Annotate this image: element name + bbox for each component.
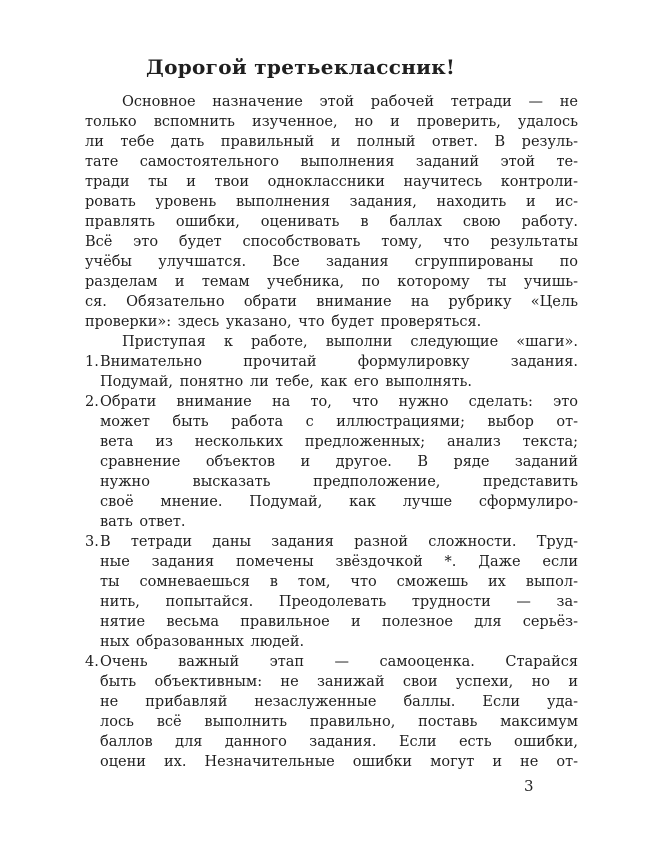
text-line: не прибавляй незаслуженные баллы. Если уда- — [100, 694, 578, 710]
text-line: ли тебе дать правильный и полный ответ. В резуль- — [85, 134, 578, 150]
text-line: оцени их. Незначительные ошибки могут и не от- — [100, 754, 578, 770]
text-line: ных образованных людей. — [100, 634, 305, 650]
list-item-2 — [85, 392, 578, 532]
text-line: учёбы улучшатся. Все задания сгруппированы по — [85, 254, 578, 270]
text-line: ровать уровень выполнения задания, находить и ис- — [85, 194, 578, 210]
text-line: ные задания помечены звёздочкой *. Даже если — [100, 554, 578, 570]
text-line: Подумай, понятно ли тебе, как его выполнять. — [100, 374, 473, 390]
page-number: 3 — [524, 777, 534, 795]
paragraph — [85, 92, 578, 332]
list-item-4 — [85, 652, 578, 772]
text-line: нужно высказать предположение, представить — [100, 474, 578, 490]
list-item-number: 4. — [85, 654, 99, 670]
text-line: тради ты и твои одноклассники научитесь контроли- — [85, 174, 578, 190]
text-line: Обрати внимание на то, что нужно сделать: это — [100, 394, 578, 410]
list-item-1 — [85, 352, 578, 392]
text-line: Основное назначение этой рабочей тетради — не — [122, 94, 578, 110]
text-line: только вспомнить изученное, но и проверить, удалось — [85, 114, 578, 130]
text-line: ся. Обязательно обрати внимание на рубрику «Цель — [85, 294, 578, 310]
text-line: Очень важный этап — самооценка. Старайся — [100, 654, 578, 670]
text-line: Всё это будет способствовать тому, что результаты — [85, 234, 578, 250]
text-line: разделам и темам учебника, по которому ты учишь- — [85, 274, 578, 290]
text-line: проверки»: здесь указано, что будет проверяться. — [85, 314, 482, 330]
text-block — [85, 92, 578, 772]
text-line: В тетради даны задания разной сложности. Труд- — [100, 534, 578, 550]
text-line: Внимательно прочитай формулировку задания. — [100, 354, 578, 370]
text-line: ты сомневаешься в том, что сможешь их выпол- — [100, 574, 578, 590]
text-line: Приступая к работе, выполни следующие «шаги». — [122, 334, 578, 350]
list-item-number: 1. — [85, 354, 99, 370]
list-item-number: 3. — [85, 534, 99, 550]
text-line: вать ответ. — [100, 514, 186, 530]
text-line: тате самостоятельного выполнения заданий этой те- — [85, 154, 578, 170]
text-line: быть объективным: не занижай свои успехи, но и — [100, 674, 578, 690]
text-line: нить, попытайся. Преодолевать трудности — за- — [100, 594, 578, 610]
list-item-number: 2. — [85, 394, 99, 410]
text-line: баллов для данного задания. Если есть ошибки, — [100, 734, 578, 750]
list-item-3 — [85, 532, 578, 652]
text-line: вета из нескольких предложенных; анализ текста; — [100, 434, 578, 450]
text-line: лось всё выполнить правильно, поставь максимум — [100, 714, 578, 730]
text-line: правлять ошибки, оценивать в баллах свою работу. — [85, 214, 578, 230]
text-line: сравнение объектов и другое. В ряде заданий — [100, 454, 578, 470]
text-line: может быть работа с иллюстрациями; выбор от- — [100, 414, 578, 430]
text-line: своё мнение. Подумай, как лучше сформулиро- — [100, 494, 578, 510]
text-line: нятие весьма правильное и полезное для серьёз- — [100, 614, 578, 630]
page-title: Дорогой третьеклассник! — [146, 55, 456, 79]
paragraph — [85, 332, 578, 352]
